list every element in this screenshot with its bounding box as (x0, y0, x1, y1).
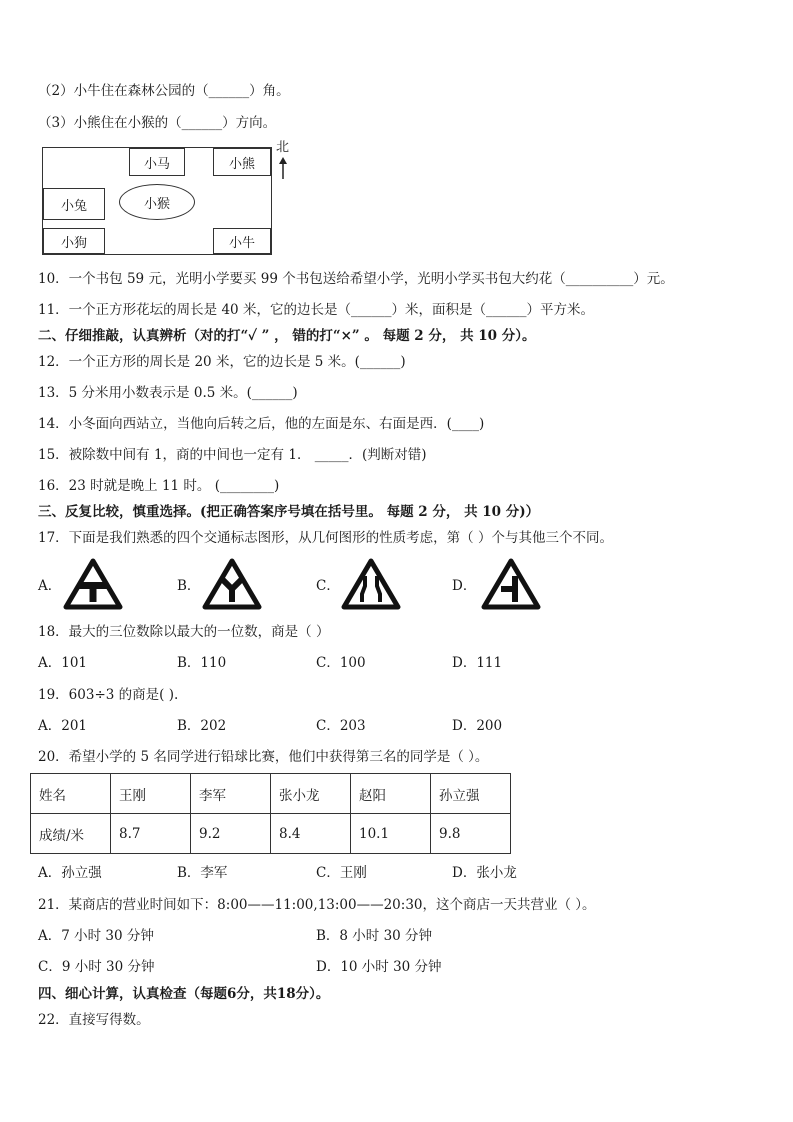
table-row (31, 774, 511, 814)
q19-option-a: A．201 (38, 718, 88, 734)
narrow-road-sign-icon (341, 558, 401, 610)
q9-sub2: （2）小牛住在森林公园的（______）角。 (38, 83, 290, 99)
q11: 11．一个正方形花坛的周长是 40 米，它的边长是（______）米，面积是（______）平方米。 (38, 302, 594, 318)
map-room-horse: 小马 (129, 148, 185, 176)
q20-option-b: B．李军 (177, 865, 228, 881)
q19-option-b: B．202 (177, 718, 227, 734)
map-room-ox: 小牛 (213, 228, 271, 254)
north-indicator (276, 141, 294, 181)
table-cell: 王刚 (111, 774, 191, 814)
q17-option-d-label: D． (452, 578, 477, 594)
map-room-monkey: 小猴 (119, 184, 195, 220)
q16: 16．23 时就是晚上 11 时。 (________) (38, 478, 280, 494)
q18-option-b: B．110 (177, 655, 227, 671)
q21-option-b: B．8 小时 30 分钟 (316, 928, 433, 944)
shot-put-score-table (30, 773, 511, 854)
q21-stem: 21．某商店的营业时间如下：8:00——11:00,13:00——20:30，这个商店一天共营业（ ）。 (38, 897, 596, 913)
q9-sub3: （3）小熊住在小猴的（______）方向。 (38, 115, 277, 131)
q17-option-a-label: A． (38, 578, 62, 594)
q20-option-a: A．孙立强 (38, 865, 102, 881)
map-room-dog: 小狗 (43, 228, 105, 254)
table-cell: 8.7 (111, 814, 191, 854)
table-cell: 姓名 (31, 774, 111, 814)
section4-heading: 四、细心计算，认真检查（每题6分，共18分）。 (38, 986, 330, 1002)
y-junction-sign-icon (202, 558, 262, 610)
q17-option-c-label: C． (316, 578, 340, 594)
q15: 15．被除数中间有 1，商的中间也一定有 1． _____．(判断对错) (38, 447, 427, 463)
north-label: 北 (276, 140, 290, 155)
q19-option-c: C．203 (316, 718, 366, 734)
q18-option-a: A．101 (38, 655, 88, 671)
table-cell: 成绩/米 (31, 814, 111, 854)
q20-stem: 20．希望小学的 5 名同学进行铅球比赛，他们中获得第三名的同学是（ ）。 (38, 749, 489, 765)
table-cell: 赵阳 (351, 774, 431, 814)
table-cell: 9.8 (431, 814, 511, 854)
q17-option-b-label: B． (177, 578, 201, 594)
table-cell: 10.1 (351, 814, 431, 854)
section3-heading: 三、反复比较，慎重选择。(把正确答案序号填在括号里。 每题 2 分， 共 10 分)） (38, 504, 540, 520)
q18-option-d: D．111 (452, 655, 503, 671)
q20-option-c: C．王刚 (316, 865, 367, 881)
forest-park-map (42, 147, 272, 255)
q21-option-a: A．7 小时 30 分钟 (38, 928, 154, 944)
q18-option-c: C．100 (316, 655, 366, 671)
t-junction-sign-icon (63, 558, 123, 610)
table-cell: 9.2 (191, 814, 271, 854)
q22: 22．直接写得数。 (38, 1012, 150, 1028)
q21-option-c: C．9 小时 30 分钟 (38, 959, 155, 975)
q18-stem: 18．最大的三位数除以最大的一位数，商是（ ） (38, 624, 330, 640)
q12: 12．一个正方形的周长是 20 米，它的边长是 5 米。(______) (38, 354, 406, 370)
q10: 10．一个书包 59 元，光明小学要买 99 个书包送给希望小学，光明小学买书包大约花（__________）元。 (38, 271, 674, 287)
section2-heading: 二、仔细推敲，认真辨析（对的打“✓ ” ， 错的打“×” 。 每题 2 分， 共 10 分）。 (38, 328, 536, 344)
table-cell: 张小龙 (271, 774, 351, 814)
q13: 13．5 分米用小数表示是 0.5 米。(______) (38, 385, 298, 401)
table-cell: 8.4 (271, 814, 351, 854)
q19-stem: 19．603÷3 的商是( ). (38, 687, 179, 703)
q21-option-d: D．10 小时 30 分钟 (316, 959, 442, 975)
q19-option-d: D．200 (452, 718, 503, 734)
north-arrow-icon (277, 156, 289, 180)
map-room-bear: 小熊 (213, 148, 271, 176)
side-road-sign-icon (481, 558, 541, 610)
q17-stem: 17．下面是我们熟悉的四个交通标志图形，从几何图形的性质考虑，第（ ）个与其他三个不同。 (38, 530, 613, 546)
map-room-rabbit: 小兔 (43, 188, 105, 220)
table-cell: 李军 (191, 774, 271, 814)
q20-option-d: D．张小龙 (452, 865, 517, 881)
q14: 14．小冬面向西站立，当他向后转之后，他的左面是东、右面是西．(____) (38, 416, 485, 432)
table-row (31, 814, 511, 854)
table-cell: 孙立强 (431, 774, 511, 814)
